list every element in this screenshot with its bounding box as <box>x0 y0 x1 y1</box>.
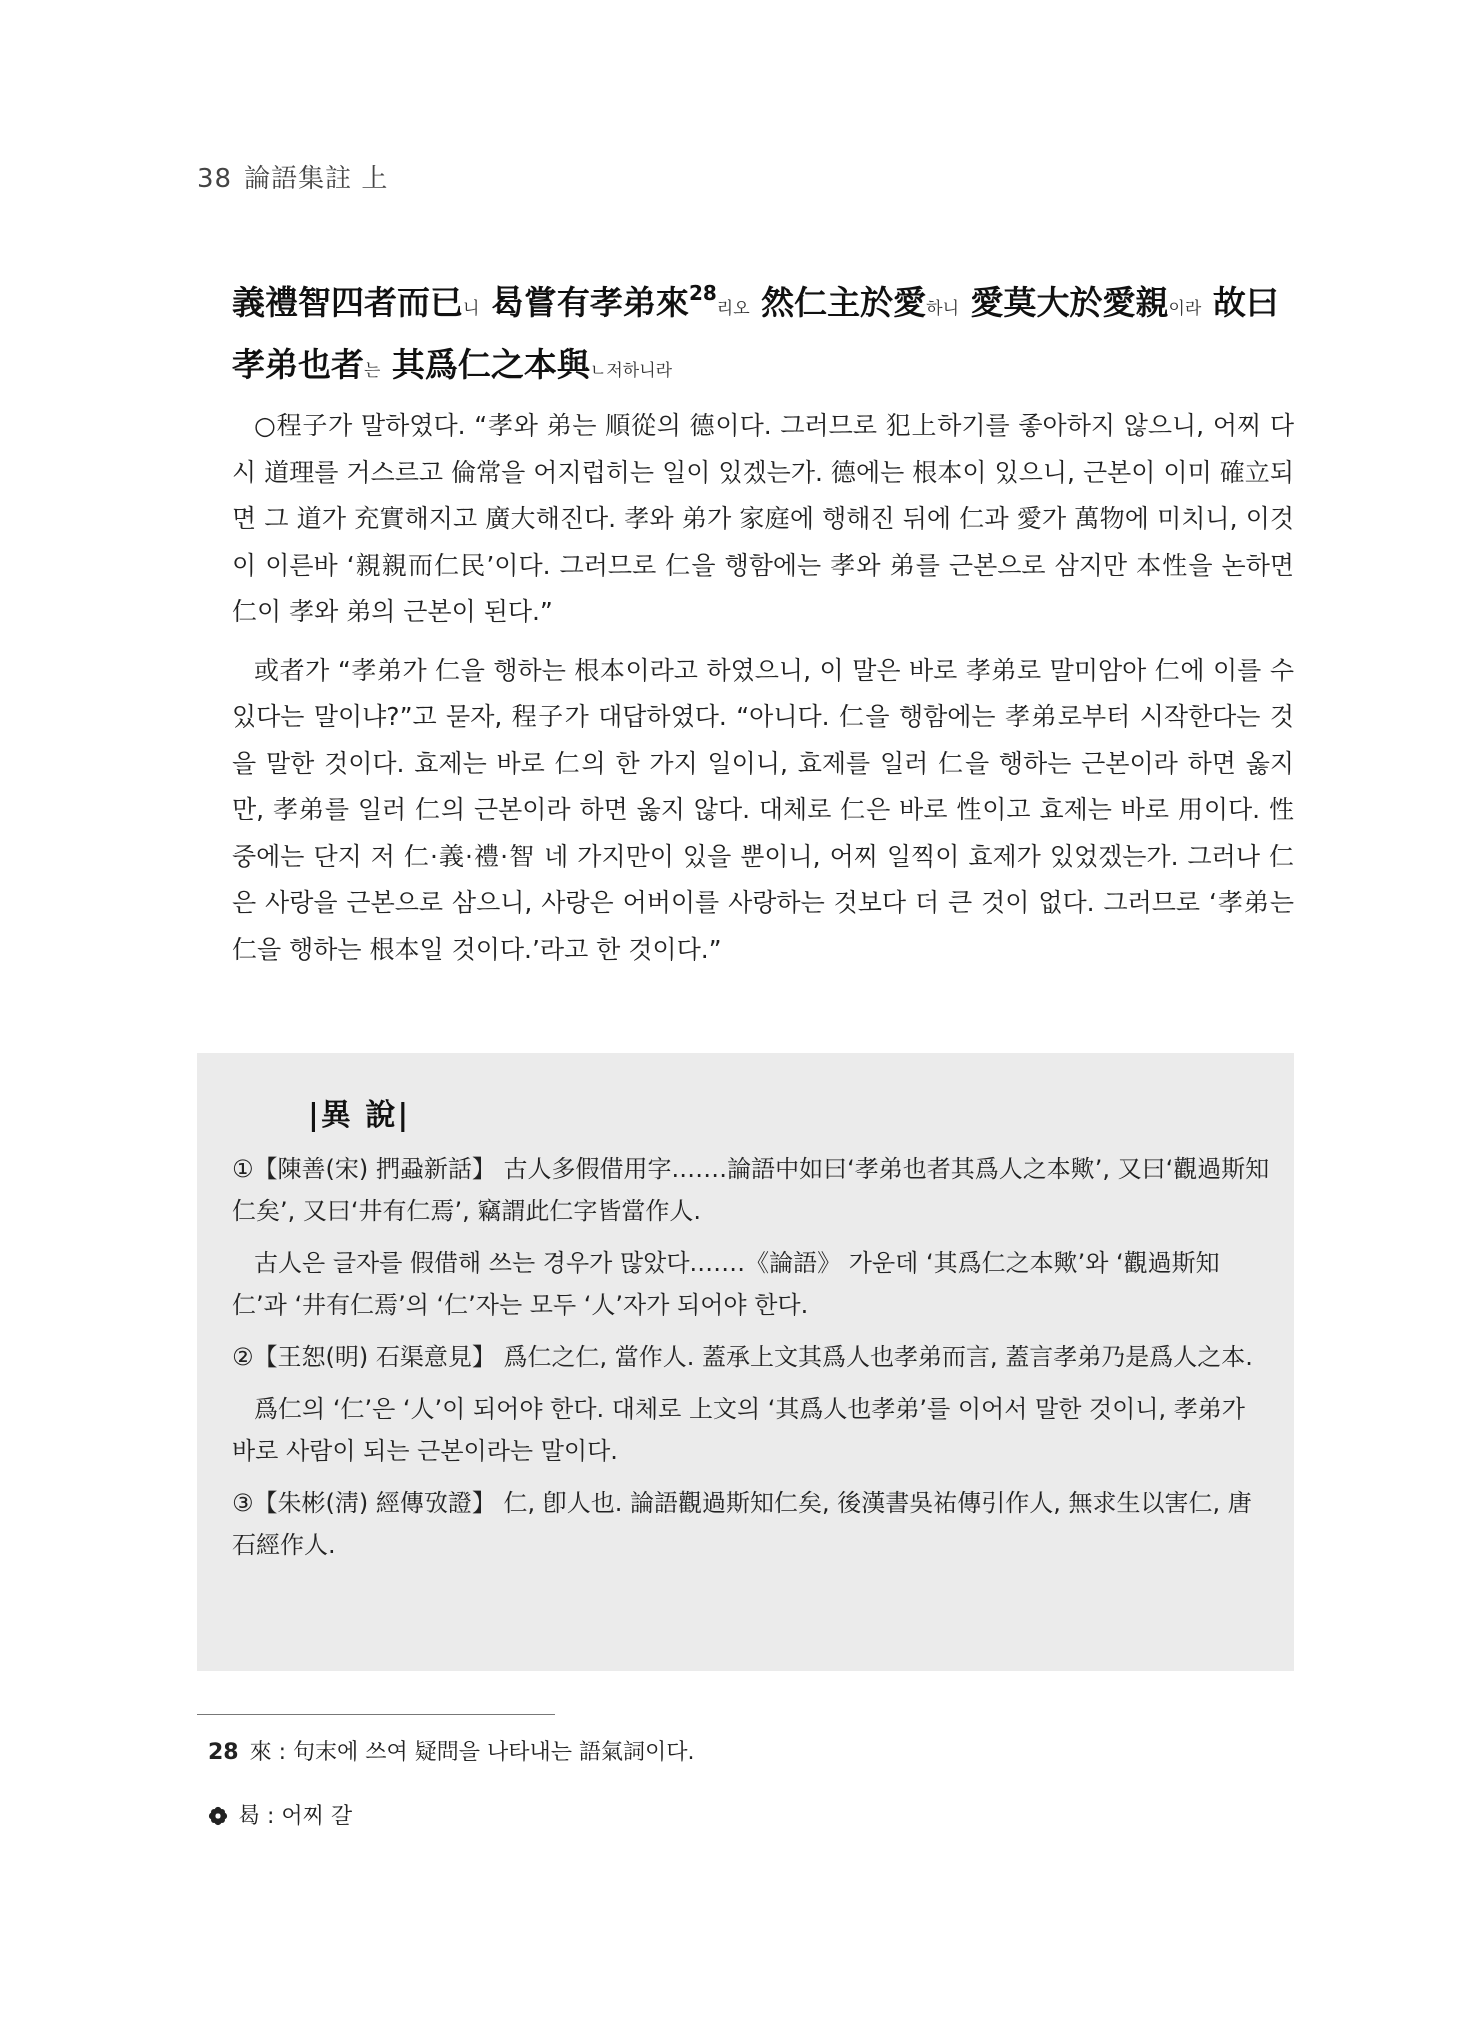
reading-mark: 하니 <box>926 299 959 319</box>
running-header <box>197 158 388 195</box>
variant-interpretations-box <box>197 1053 1294 1671</box>
reading-mark: 는 <box>364 361 381 381</box>
text-segment: 然仁主於愛 <box>749 283 927 322</box>
commentary-paragraph: ○程子가 말하였다. “孝와 弟는 順從의 德이다. 그러므로 犯上하기를 좋아하지 않으니, 어찌 다시 道理를 거스르고 倫常을 어지럽히는 일이 있겠는가. 德에는 根本이 있으니, 근본이 이미 確立되면 그 道가 充實해지고 廣大해진다. 孝와 弟가 家庭에 행해진 뒤에 仁과 愛가 萬物에 미치니, 이것이 이른바 ‘親親而仁民’이다. 그러므로 仁을 행함에는 孝와 弟를 근본으로 삼지만 本性을 논하면 仁이 孝와 弟의 근본이 된다.” <box>232 411 1294 626</box>
footnote-text: 來 : 句末에 쓰여 疑問을 나타내는 語氣詞이다. <box>249 1740 695 1765</box>
reading-mark: ㄴ저하니라 <box>589 361 673 381</box>
text-segment: 曷嘗有孝弟來 <box>479 283 689 322</box>
footnotes <box>208 1735 695 1863</box>
variant-title: |異 說| <box>308 1098 411 1133</box>
variant-translation: 古人은 글자를 假借해 쓰는 경우가 많았다.……《論語》 가운데 ‘其爲仁之本歟’와 ‘觀過斯知仁’과 ‘井有仁焉’의 ‘仁’자는 모두 ‘人’자가 되어야 한다. <box>232 1249 1220 1319</box>
flower-icon <box>208 1802 228 1822</box>
variant-text: 古人多假借用字.……論語中如曰‘孝弟也者其爲人之本歟’, 又曰‘觀過斯知仁矣’, 又曰‘井有仁焉’, 竊謂此仁字皆當作人. <box>232 1155 1270 1225</box>
footnote-28 <box>208 1735 695 1771</box>
variant-source: ③【朱彬(淸) 經傳攷證】 <box>232 1489 496 1517</box>
text-segment: 義禮智四者而已 <box>232 283 463 322</box>
text-segment: 愛莫大於愛親 <box>959 283 1169 322</box>
variant-source: ①【陳善(宋) 捫蝨新話】 <box>232 1155 496 1183</box>
variant-body <box>232 1148 1272 1576</box>
variant-source: ②【王恕(明) 石渠意見】 <box>232 1343 496 1371</box>
variant-translation: 爲仁의 ‘仁’은 ‘人’이 되어야 한다. 대체로 上文의 ‘其爲人也孝弟’를 이어서 말한 것이니, 孝弟가 바로 사람이 되는 근본이라는 말이다. <box>232 1395 1245 1465</box>
classical-text <box>232 275 1294 399</box>
text-segment: 故曰 孝弟也者 <box>232 283 1279 384</box>
variant-item <box>232 1336 1272 1378</box>
reading-mark: 니 <box>463 299 480 319</box>
variant-item <box>232 1148 1272 1232</box>
gloss-text: 曷 : 어찌 갈 <box>238 1804 353 1829</box>
page-number: 38 <box>197 164 233 194</box>
footnote-number: 28 <box>208 1740 239 1765</box>
variant-text: 仁, 卽人也. 論語觀過斯知仁矣, 後漢書吳祐傳引作人, 無求生以害仁, 唐石經作人. <box>232 1489 1252 1559</box>
book-title: 論語集註 上 <box>244 164 389 194</box>
footnote-ref[interactable]: 28 <box>688 281 717 305</box>
reading-mark: 이라 <box>1168 299 1202 319</box>
character-gloss <box>208 1799 695 1835</box>
reading-mark: 리오 <box>716 299 750 319</box>
footnote-divider <box>197 1714 555 1715</box>
variant-item <box>232 1482 1272 1566</box>
commentary-paragraph: 或者가 “孝弟가 仁을 행하는 根本이라고 하였으니, 이 말은 바로 孝弟로 말미암아 仁에 이를 수 있다는 말이냐?”고 묻자, 程子가 대답하였다. “아니다. 仁을 행함에는 孝弟로부터 시작한다는 것을 말한 것이다. 효제는 바로 仁의 한 가지 일이니, 효제를 일러 仁을 행하는 근본이라 하면 옳지만, 孝弟를 일러 仁의 근본이라 하면 옳지 않다. 대체로 仁은 바로 性이고 효제는 바로 用이다. 性 중에는 단지 저 仁·義·禮·智 네 가지만이 있을 뿐이니, 어찌 일찍이 효제가 있었겠는가. 그러나 仁은 사랑을 근본으로 삼으니, 사랑은 어버이를 사랑하는 것보다 더 큰 것이 없다. 그러므로 ‘孝弟는 仁을 행하는 根本일 것이다.’라고 한 것이다.” <box>232 655 1294 964</box>
variant-text: 爲仁之仁, 當作人. 蓋承上文其爲人也孝弟而言, 蓋言孝弟乃是爲人之本. <box>503 1343 1253 1371</box>
text-segment: 其爲仁之本與 <box>380 345 590 384</box>
commentary-translation <box>232 403 1294 985</box>
